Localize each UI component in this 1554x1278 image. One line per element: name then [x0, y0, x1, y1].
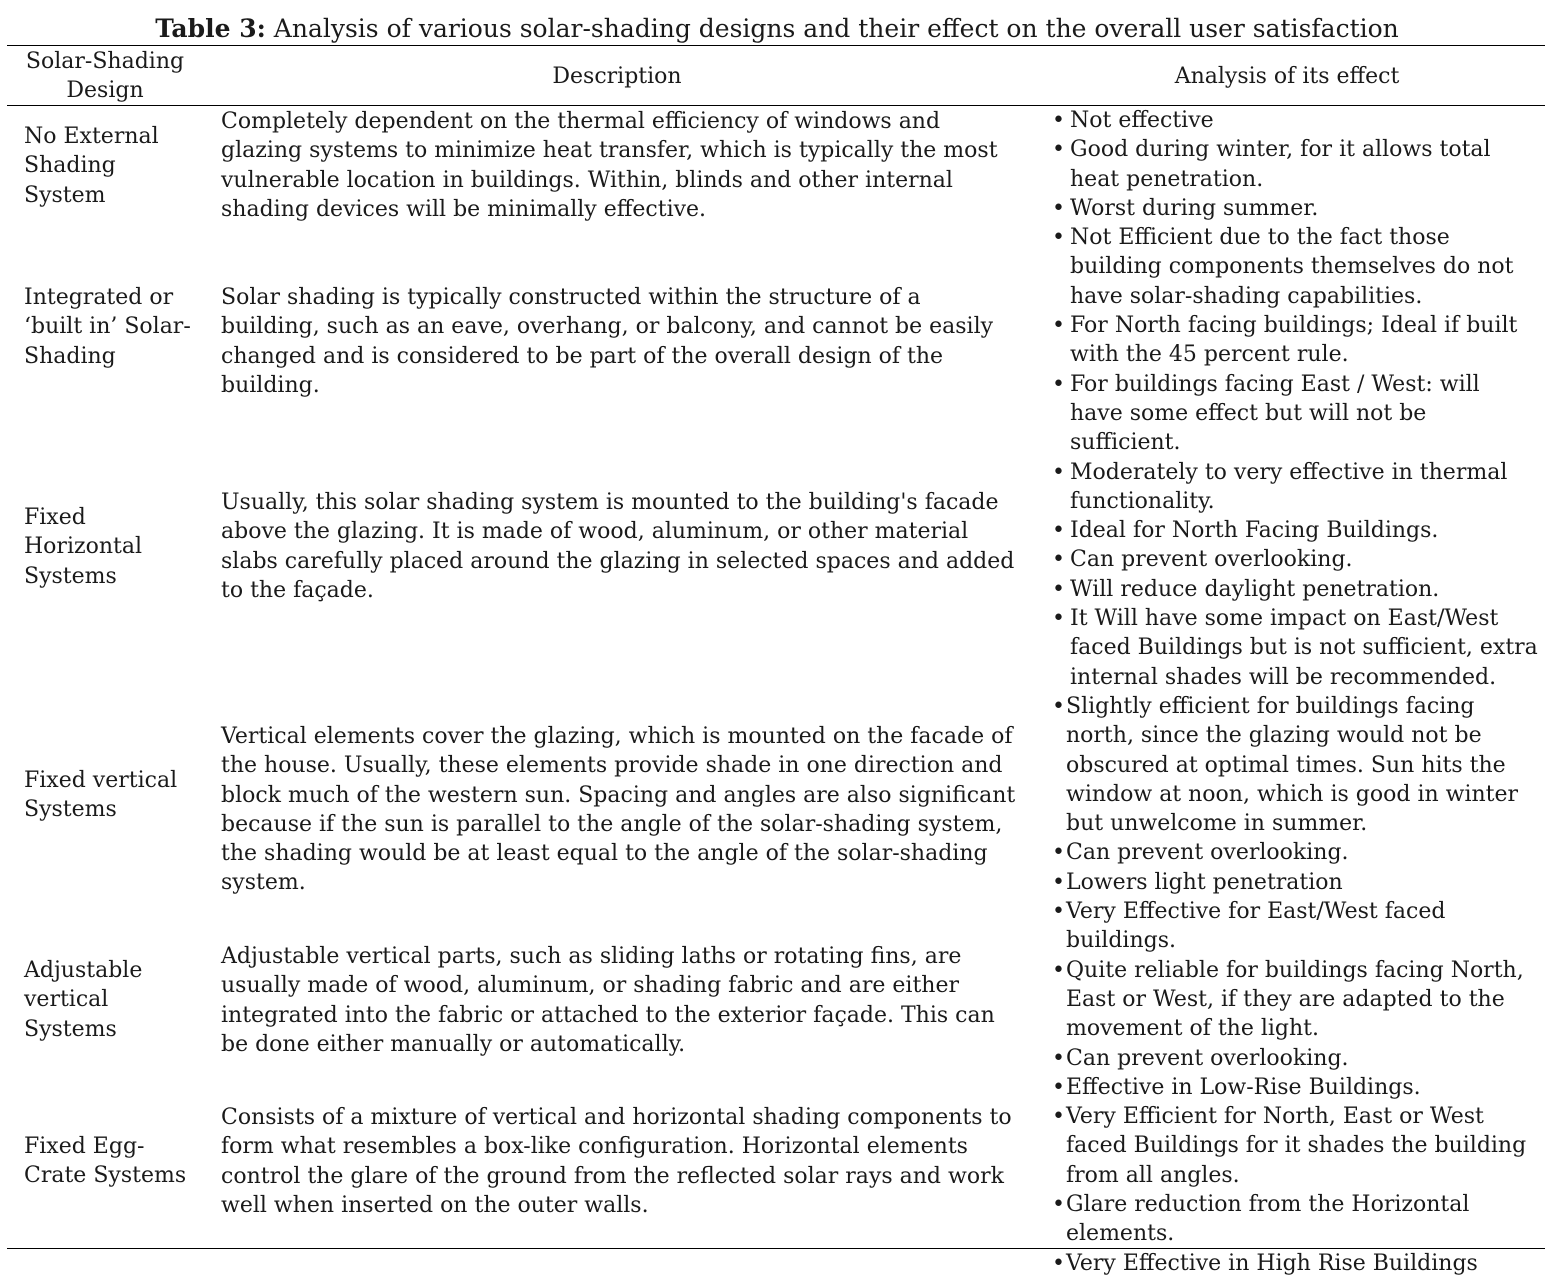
bullet-icon: • — [1052, 225, 1065, 251]
row-2-design: Integrated or ‘built in’ Solar-Shading — [24, 285, 191, 369]
bullet-icon: • — [1052, 869, 1065, 895]
bullet-icon: • — [1052, 137, 1065, 163]
analysis-item: • Quite reliable for buildings facing North, East or West, if they are adapted to the movement of the light. — [1052, 957, 1524, 1042]
header-design: Solar-Shading Design — [25, 49, 185, 103]
bullet-icon: • — [1052, 313, 1065, 339]
analysis-item: • Good during winter, for it allows total heat penetration. — [1052, 137, 1491, 192]
analysis-list — [1052, 106, 1538, 1278]
bullet-icon: • — [1052, 371, 1065, 397]
analysis-item: • Lowers light penetration — [1052, 868, 1538, 897]
bullet-icon: • — [1052, 547, 1065, 573]
row-3-description: Usually, this solar shading system is mounted to the building's facade above the glazing. It is made of wood, aluminum, or other material slabs carefully placed around the glazing in selected spaces and added to the façade. — [221, 490, 1015, 603]
analysis-item: • Not effective — [1052, 106, 1538, 135]
bullet-icon: • — [1052, 108, 1065, 133]
row-1-design: No External Shading System — [24, 124, 159, 208]
table-label: Table 3: — [155, 14, 266, 43]
row-4-description: Vertical elements cover the glazing, which is mounted on the facade of the house. Usually, these elements provide shade in one direction and block much of the western sun. Spacing and angles are also significant because if the sun is parallel to the angle of the solar-shading system, the shading would be at least equal to the angle of the solar-shading system. — [221, 724, 1016, 896]
row-4-design: Fixed vertical Systems — [24, 768, 178, 823]
bullet-icon: • — [1052, 1250, 1065, 1276]
bullet-icon: • — [1052, 1191, 1065, 1217]
bullet-icon: • — [1052, 840, 1065, 866]
bullet-icon: • — [1052, 957, 1065, 983]
analysis-item: • Can prevent overlooking. — [1052, 838, 1538, 867]
row-2-description: Solar shading is typically constructed within the structure of a building, such as an eave, overhang, or balcony, and cannot be easily changed and is considered to be part of the overall design of the building. — [221, 285, 994, 398]
row-6-design: Fixed Egg-Crate Systems — [24, 1134, 187, 1189]
bullet-icon: • — [1052, 693, 1065, 719]
analysis-item: • Can prevent overlooking. — [1052, 1044, 1538, 1073]
analysis-item: • Effective in Low-Rise Buildings. — [1052, 1073, 1538, 1102]
bullet-icon: • — [1052, 518, 1065, 544]
analysis-item: • Moderately to very effective in thermal functionality. — [1052, 459, 1508, 514]
row-1-description: Completely dependent on the thermal efficiency of windows and glazing systems to minimize heat transfer, which is typically the most vulnerable location in buildings. Within, blinds and other internal shading devices will be minimally effective. — [221, 109, 998, 222]
header-analysis: Analysis of its effect — [1174, 64, 1400, 89]
analysis-item: • Ideal for North Facing Buildings. — [1052, 516, 1538, 545]
row-5-design: Adjustable vertical Systems — [24, 958, 143, 1042]
analysis-item: • It Will have some impact on East/West faced Buildings but is not sufficient, extra internal shades will be recommended. — [1052, 606, 1538, 690]
row-6-description: Consists of a mixture of vertical and horizontal shading components to form what resembles a box-like configuration. Horizontal elements control the glare of the ground from the reflected solar rays and work well when inserted on the outer walls. — [221, 1105, 1012, 1218]
table-top-rule — [7, 45, 1545, 46]
bullet-icon: • — [1052, 459, 1065, 485]
analysis-item: • Not Efficient due to the fact those building components themselves do not have solar-shading capabilities. — [1052, 225, 1514, 309]
analysis-item: • Can prevent overlooking. — [1052, 545, 1538, 574]
bullet-icon: • — [1052, 1104, 1065, 1130]
table-caption — [0, 12, 1554, 46]
analysis-item: • Worst during summer. — [1052, 194, 1538, 223]
bullet-icon: • — [1052, 1045, 1065, 1071]
analysis-item: • Very Effective for East/West faced buildings. — [1052, 899, 1446, 954]
header-description: Description — [552, 64, 682, 89]
analysis-item: • For North facing buildings; Ideal if built with the 45 percent rule. — [1052, 313, 1518, 368]
analysis-item: • Glare reduction from the Horizontal elements. — [1052, 1191, 1470, 1247]
bullet-icon: • — [1052, 1074, 1065, 1100]
analysis-item: • Slightly efficient for buildings facing north, since the glazing would not be obscured at optimal times. Sun hits the window at noon, which is good in winter but unwelcome in summer. — [1052, 693, 1519, 837]
analysis-item: • Very Effective in High Rise Buildings — [1052, 1249, 1538, 1278]
bullet-icon: • — [1052, 606, 1065, 632]
analysis-item: • Will reduce daylight penetration. — [1052, 575, 1538, 604]
analysis-item: • Very Efficient for North, East or West faced Buildings for it shades the building from all angles. — [1052, 1104, 1527, 1188]
bullet-icon: • — [1052, 195, 1065, 221]
table-caption-text: Analysis of various solar-shading designs and their effect on the overall user satisfaction — [265, 14, 1399, 43]
row-3-design: Fixed Horizontal Systems — [24, 505, 142, 589]
row-5-description: Adjustable vertical parts, such as sliding laths or rotating fins, are usually made of wood, aluminum, or shading fabric and are either integrated into the fabric or attached to the exterior façade. This can be done either manually or automatically. — [221, 944, 995, 1057]
bullet-icon: • — [1052, 899, 1065, 925]
analysis-item: • For buildings facing East / West: will have some effect but will not be sufficient. — [1052, 371, 1480, 456]
bullet-icon: • — [1052, 576, 1065, 602]
